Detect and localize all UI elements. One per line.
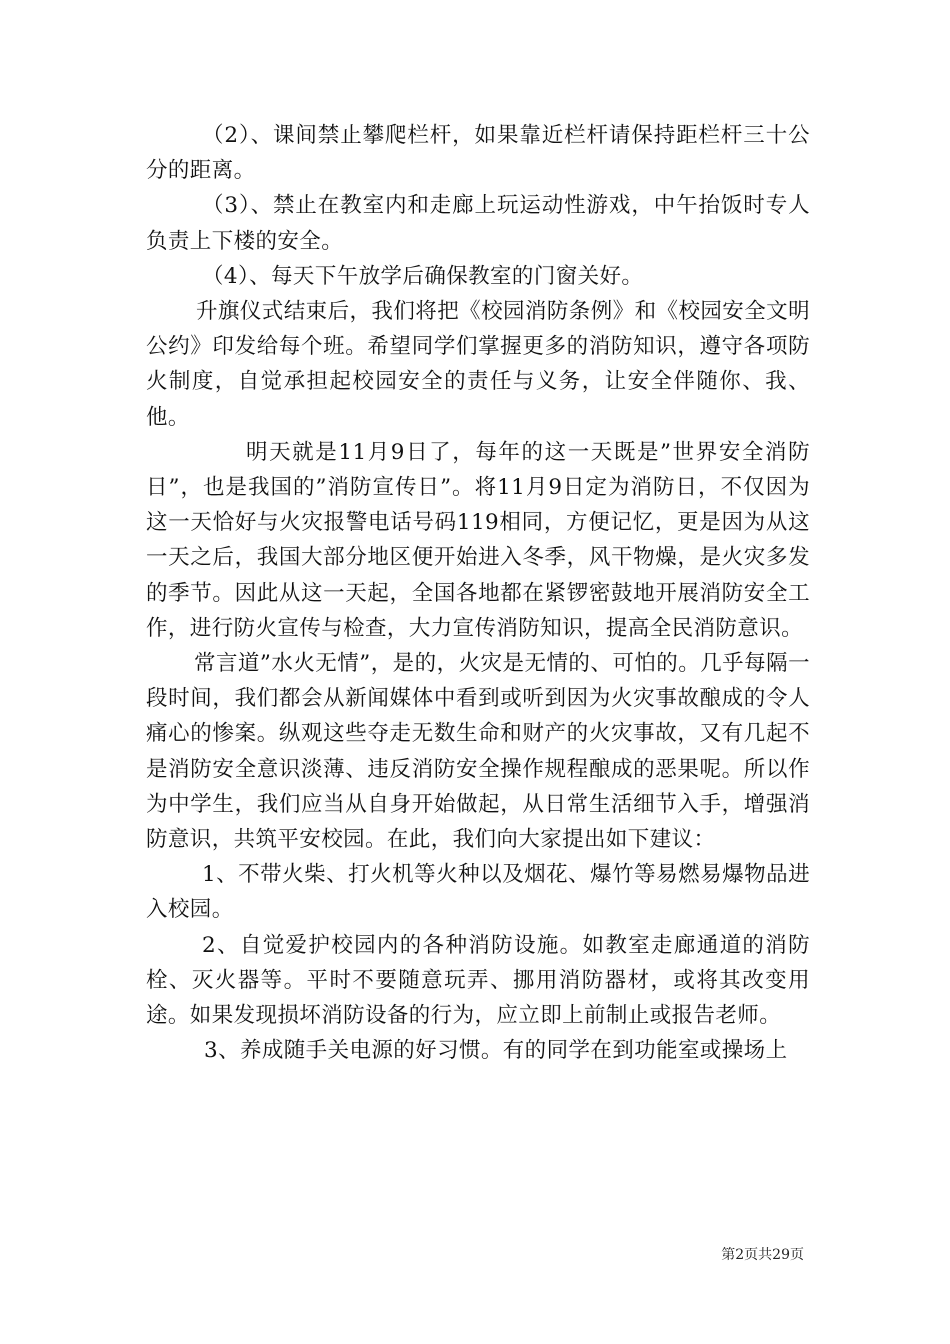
paragraph-suggestion-1: 1、不带火柴、打火机等火种以及烟花、爆竹等易燃易爆物品进入校园。 [146,862,810,923]
document-body [146,118,810,1068]
paragraph-rule-4: （4）、每天下午放学后确保教室的门窗关好。 [202,263,644,289]
paragraph-rule-2: （2）、课间禁止攀爬栏杆，如果靠近栏杆请保持距栏杆三十公分的距离。 [146,123,810,184]
paragraph-suggestion-3: 3、养成随手关电源的好习惯。有的同学在到功能室或操场上 [204,1038,788,1064]
page-number-footer: 第2页共29页 [721,1247,804,1263]
paragraph-flag-ceremony: 升旗仪式结束后，我们将把《校园消防条例》和《校园安全文明公约》印发给每个班。希望同学们掌握更多的消防知识，遵守各项防火制度，自觉承担起校园安全的责任与义务，让安全伴随你、我、他。 [146,299,810,430]
paragraph-fire-day: 明天就是11月9日了，每年的这一天既是”世界安全消防日”，也是我国的”消防宣传日”。将11月9日定为消防日，不仅因为这一天恰好与火灾报警电话号码119相同，方便记忆，更是因为从这一天之后，我国大部分地区便开始进入冬季，风干物燥，是火灾多发的季节。因此从这一天起，全国各地都在紧锣密鼓地开展消防安全工作，进行防火宣传与检查，大力宣传消防知识，提高全民消防意识。 [146,439,810,641]
paragraph-suggestion-2: 2、自觉爱护校园内的各种消防设施。如教室走廊通道的消防栓、灭火器等。平时不要随意玩弄、挪用消防器材，或将其改变用途。如果发现损坏消防设备的行为，应立即上前制止或报告老师。 [146,932,810,1029]
paragraph-fire-awareness: 常言道”水火无情”，是的，火灾是无情的、可怕的。几乎每隔一段时间，我们都会从新闻媒体中看到或听到因为火灾事故酿成的令人痛心的惨案。纵观这些夺走无数生命和财产的火灾事故，又有几起不是消防安全意识淡薄、违反消防安全操作规程酿成的恶果呢。所以作为中学生，我们应当从自身开始做起，从日常生活细节入手，增强消防意识，共筑平安校园。在此，我们向大家提出如下建议： [146,651,810,853]
paragraph-rule-3: （3）、禁止在教室内和走廊上玩运动性游戏，中午抬饭时专人负责上下楼的安全。 [146,193,810,254]
